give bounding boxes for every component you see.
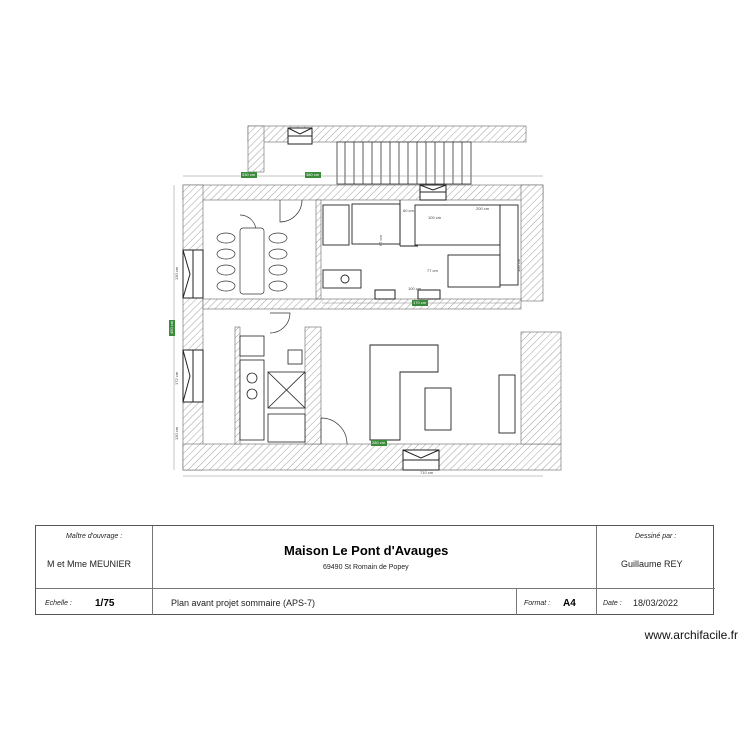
door-living <box>321 418 347 444</box>
chair <box>217 233 235 243</box>
chair <box>269 281 287 291</box>
door-entry <box>280 200 302 222</box>
dim-l3: 130 cm <box>174 426 179 440</box>
owner-label: Maître d'ouvrage : <box>66 533 123 540</box>
dim-green2: 280 cm <box>372 440 386 445</box>
dim-c2: 200 cm <box>476 206 490 211</box>
window-stair <box>420 185 446 200</box>
window-left-2 <box>183 350 203 402</box>
scale-label: Echelle : <box>45 600 72 607</box>
dim-c3: 100 cm <box>428 215 442 220</box>
drawn-by-value: Guillaume REY <box>621 559 683 569</box>
window-bottom <box>403 450 439 470</box>
scale-value: 1/75 <box>95 598 115 609</box>
chair <box>217 281 235 291</box>
staircase <box>337 142 471 184</box>
dim-c6: 100 cm <box>408 286 422 291</box>
date-value: 18/03/2022 <box>633 598 679 608</box>
dim-mid: 170 cm <box>413 300 427 305</box>
drawn-by-label: Dessiné par : <box>635 533 677 540</box>
dim-l1: 130 cm <box>174 266 179 280</box>
dim-top: 330 cm <box>242 172 256 177</box>
living-room <box>370 345 515 440</box>
chair <box>269 233 287 243</box>
dim-l2: 172 cm <box>174 371 179 385</box>
chair <box>269 265 287 275</box>
dim-c5: 77 cm <box>427 268 438 273</box>
chair <box>217 265 235 275</box>
date-label: Date : <box>603 600 622 607</box>
dim-c1: 60 cm <box>403 208 414 213</box>
dim-c4: 67 cm <box>378 235 383 246</box>
dining-table <box>217 228 287 294</box>
door-kitchen <box>270 313 290 333</box>
dim-r1: 100 cm <box>516 258 521 272</box>
dim-bottom: 710 cm <box>420 470 434 475</box>
dim-left: 450 cm <box>169 320 174 334</box>
format-label: Format : <box>524 600 551 607</box>
plan-description: Plan avant projet sommaire (APS-7) <box>171 598 316 608</box>
dim-top2: 380 cm <box>306 172 320 177</box>
chair <box>269 249 287 259</box>
window-interior <box>375 290 440 299</box>
owner-value: M et Mme MEUNIER <box>47 559 132 569</box>
window-top-annex <box>288 128 312 144</box>
window-left-1 <box>183 250 203 298</box>
website-link[interactable]: www.archifacile.fr <box>644 628 738 642</box>
format-value: A4 <box>563 598 576 609</box>
title-block <box>35 525 714 615</box>
project-address: 69490 St Romain de Popey <box>323 564 409 571</box>
kitchen <box>240 336 305 442</box>
chair <box>217 249 235 259</box>
project-title: Maison Le Pont d'Avauges <box>284 543 449 558</box>
bedroom-furniture <box>323 200 518 288</box>
